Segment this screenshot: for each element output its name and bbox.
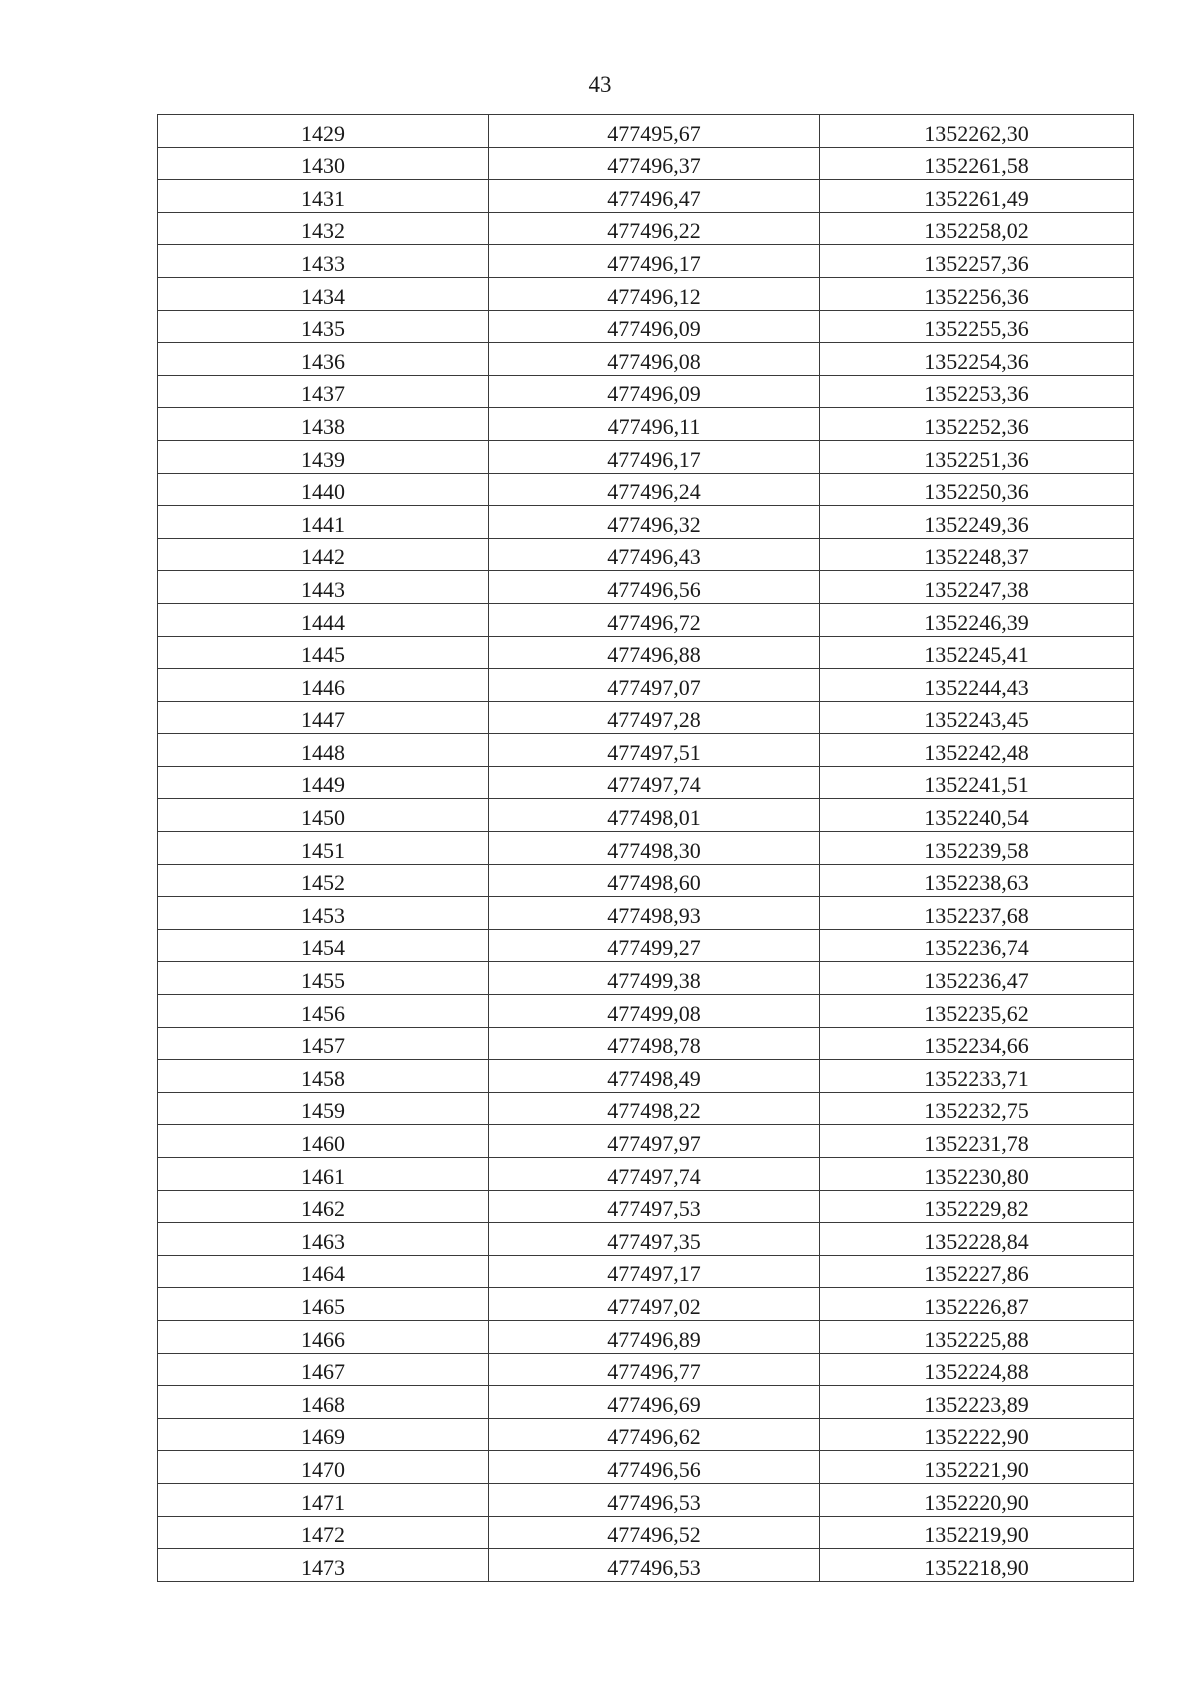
point-number-cell: 1470 — [158, 1451, 489, 1484]
y-coordinate-cell: 1352240,54 — [820, 799, 1134, 832]
y-coordinate-cell: 1352254,36 — [820, 343, 1134, 376]
point-number-cell: 1456 — [158, 995, 489, 1028]
point-number-cell: 1464 — [158, 1255, 489, 1288]
point-number-cell: 1445 — [158, 636, 489, 669]
x-coordinate-cell: 477497,74 — [489, 766, 820, 799]
y-coordinate-cell: 1352255,36 — [820, 310, 1134, 343]
table-row — [158, 1288, 1134, 1321]
point-number-cell: 1436 — [158, 343, 489, 376]
x-coordinate-cell: 477497,53 — [489, 1190, 820, 1223]
point-number-cell: 1443 — [158, 571, 489, 604]
point-number-cell: 1430 — [158, 147, 489, 180]
point-number-cell: 1437 — [158, 375, 489, 408]
x-coordinate-cell: 477498,22 — [489, 1092, 820, 1125]
table-row — [158, 1320, 1134, 1353]
point-number-cell: 1469 — [158, 1418, 489, 1451]
x-coordinate-cell: 477496,09 — [489, 310, 820, 343]
table-row — [158, 1027, 1134, 1060]
table-row — [158, 832, 1134, 865]
point-number-cell: 1433 — [158, 245, 489, 278]
y-coordinate-cell: 1352229,82 — [820, 1190, 1134, 1223]
x-coordinate-cell: 477499,08 — [489, 995, 820, 1028]
x-coordinate-cell: 477498,93 — [489, 897, 820, 930]
point-number-cell: 1454 — [158, 929, 489, 962]
x-coordinate-cell: 477496,43 — [489, 538, 820, 571]
table-row — [158, 1386, 1134, 1419]
y-coordinate-cell: 1352241,51 — [820, 766, 1134, 799]
table-row — [158, 897, 1134, 930]
x-coordinate-cell: 477496,53 — [489, 1483, 820, 1516]
table-row — [158, 995, 1134, 1028]
y-coordinate-cell: 1352219,90 — [820, 1516, 1134, 1549]
point-number-cell: 1429 — [158, 115, 489, 148]
x-coordinate-cell: 477496,08 — [489, 343, 820, 376]
x-coordinate-cell: 477496,62 — [489, 1418, 820, 1451]
y-coordinate-cell: 1352258,02 — [820, 212, 1134, 245]
y-coordinate-cell: 1352222,90 — [820, 1418, 1134, 1451]
point-number-cell: 1439 — [158, 440, 489, 473]
y-coordinate-cell: 1352253,36 — [820, 375, 1134, 408]
coordinates-table-body — [158, 115, 1134, 1582]
x-coordinate-cell: 477498,78 — [489, 1027, 820, 1060]
y-coordinate-cell: 1352231,78 — [820, 1125, 1134, 1158]
x-coordinate-cell: 477496,47 — [489, 180, 820, 213]
point-number-cell: 1442 — [158, 538, 489, 571]
table-row — [158, 147, 1134, 180]
table-row — [158, 1549, 1134, 1582]
point-number-cell: 1444 — [158, 603, 489, 636]
point-number-cell: 1465 — [158, 1288, 489, 1321]
y-coordinate-cell: 1352232,75 — [820, 1092, 1134, 1125]
x-coordinate-cell: 477497,02 — [489, 1288, 820, 1321]
x-coordinate-cell: 477497,35 — [489, 1223, 820, 1256]
point-number-cell: 1452 — [158, 864, 489, 897]
x-coordinate-cell: 477496,52 — [489, 1516, 820, 1549]
table-row — [158, 636, 1134, 669]
y-coordinate-cell: 1352218,90 — [820, 1549, 1134, 1582]
point-number-cell: 1432 — [158, 212, 489, 245]
table-row — [158, 245, 1134, 278]
table-row — [158, 538, 1134, 571]
coordinates-table — [157, 114, 1134, 1582]
point-number-cell: 1461 — [158, 1158, 489, 1191]
x-coordinate-cell: 477497,07 — [489, 669, 820, 702]
x-coordinate-cell: 477496,72 — [489, 603, 820, 636]
table-row — [158, 1451, 1134, 1484]
x-coordinate-cell: 477496,56 — [489, 1451, 820, 1484]
y-coordinate-cell: 1352239,58 — [820, 832, 1134, 865]
point-number-cell: 1448 — [158, 734, 489, 767]
y-coordinate-cell: 1352256,36 — [820, 277, 1134, 310]
y-coordinate-cell: 1352261,49 — [820, 180, 1134, 213]
table-row — [158, 1223, 1134, 1256]
point-number-cell: 1441 — [158, 506, 489, 539]
x-coordinate-cell: 477498,49 — [489, 1060, 820, 1093]
y-coordinate-cell: 1352221,90 — [820, 1451, 1134, 1484]
x-coordinate-cell: 477496,89 — [489, 1320, 820, 1353]
point-number-cell: 1435 — [158, 310, 489, 343]
y-coordinate-cell: 1352227,86 — [820, 1255, 1134, 1288]
table-row — [158, 1483, 1134, 1516]
x-coordinate-cell: 477496,69 — [489, 1386, 820, 1419]
page-number: 43 — [588, 72, 612, 97]
x-coordinate-cell: 477496,22 — [489, 212, 820, 245]
point-number-cell: 1466 — [158, 1320, 489, 1353]
y-coordinate-cell: 1352238,63 — [820, 864, 1134, 897]
point-number-cell: 1451 — [158, 832, 489, 865]
table-row — [158, 1190, 1134, 1223]
table-row — [158, 1060, 1134, 1093]
point-number-cell: 1459 — [158, 1092, 489, 1125]
x-coordinate-cell: 477496,24 — [489, 473, 820, 506]
y-coordinate-cell: 1352247,38 — [820, 571, 1134, 604]
x-coordinate-cell: 477496,77 — [489, 1353, 820, 1386]
x-coordinate-cell: 477496,37 — [489, 147, 820, 180]
x-coordinate-cell: 477496,88 — [489, 636, 820, 669]
table-row — [158, 766, 1134, 799]
table-row — [158, 310, 1134, 343]
point-number-cell: 1467 — [158, 1353, 489, 1386]
x-coordinate-cell: 477495,67 — [489, 115, 820, 148]
point-number-cell: 1447 — [158, 701, 489, 734]
table-row — [158, 603, 1134, 636]
point-number-cell: 1434 — [158, 277, 489, 310]
y-coordinate-cell: 1352249,36 — [820, 506, 1134, 539]
y-coordinate-cell: 1352236,47 — [820, 962, 1134, 995]
table-row — [158, 571, 1134, 604]
x-coordinate-cell: 477499,38 — [489, 962, 820, 995]
table-row — [158, 1092, 1134, 1125]
y-coordinate-cell: 1352220,90 — [820, 1483, 1134, 1516]
y-coordinate-cell: 1352252,36 — [820, 408, 1134, 441]
table-row — [158, 212, 1134, 245]
table-row — [158, 277, 1134, 310]
x-coordinate-cell: 477496,53 — [489, 1549, 820, 1582]
table-row — [158, 375, 1134, 408]
table-row — [158, 1418, 1134, 1451]
x-coordinate-cell: 477498,01 — [489, 799, 820, 832]
y-coordinate-cell: 1352262,30 — [820, 115, 1134, 148]
y-coordinate-cell: 1352237,68 — [820, 897, 1134, 930]
point-number-cell: 1440 — [158, 473, 489, 506]
table-row — [158, 408, 1134, 441]
table-row — [158, 669, 1134, 702]
x-coordinate-cell: 477497,97 — [489, 1125, 820, 1158]
y-coordinate-cell: 1352251,36 — [820, 440, 1134, 473]
y-coordinate-cell: 1352248,37 — [820, 538, 1134, 571]
table-row — [158, 506, 1134, 539]
table-row — [158, 343, 1134, 376]
table-row — [158, 799, 1134, 832]
table-row — [158, 864, 1134, 897]
table-row — [158, 1158, 1134, 1191]
y-coordinate-cell: 1352244,43 — [820, 669, 1134, 702]
x-coordinate-cell: 477496,32 — [489, 506, 820, 539]
table-row — [158, 929, 1134, 962]
y-coordinate-cell: 1352242,48 — [820, 734, 1134, 767]
y-coordinate-cell: 1352246,39 — [820, 603, 1134, 636]
point-number-cell: 1431 — [158, 180, 489, 213]
table-row — [158, 180, 1134, 213]
x-coordinate-cell: 477496,11 — [489, 408, 820, 441]
point-number-cell: 1438 — [158, 408, 489, 441]
y-coordinate-cell: 1352233,71 — [820, 1060, 1134, 1093]
y-coordinate-cell: 1352257,36 — [820, 245, 1134, 278]
x-coordinate-cell: 477499,27 — [489, 929, 820, 962]
x-coordinate-cell: 477496,56 — [489, 571, 820, 604]
y-coordinate-cell: 1352261,58 — [820, 147, 1134, 180]
y-coordinate-cell: 1352230,80 — [820, 1158, 1134, 1191]
x-coordinate-cell: 477497,28 — [489, 701, 820, 734]
point-number-cell: 1473 — [158, 1549, 489, 1582]
x-coordinate-cell: 477498,30 — [489, 832, 820, 865]
point-number-cell: 1462 — [158, 1190, 489, 1223]
y-coordinate-cell: 1352223,89 — [820, 1386, 1134, 1419]
point-number-cell: 1446 — [158, 669, 489, 702]
table-row — [158, 734, 1134, 767]
x-coordinate-cell: 477496,17 — [489, 440, 820, 473]
y-coordinate-cell: 1352225,88 — [820, 1320, 1134, 1353]
point-number-cell: 1472 — [158, 1516, 489, 1549]
table-row — [158, 1125, 1134, 1158]
point-number-cell: 1458 — [158, 1060, 489, 1093]
y-coordinate-cell: 1352236,74 — [820, 929, 1134, 962]
y-coordinate-cell: 1352228,84 — [820, 1223, 1134, 1256]
point-number-cell: 1457 — [158, 1027, 489, 1060]
table-row — [158, 473, 1134, 506]
y-coordinate-cell: 1352235,62 — [820, 995, 1134, 1028]
x-coordinate-cell: 477497,74 — [489, 1158, 820, 1191]
point-number-cell: 1463 — [158, 1223, 489, 1256]
table-row — [158, 1516, 1134, 1549]
table-row — [158, 115, 1134, 148]
x-coordinate-cell: 477497,17 — [489, 1255, 820, 1288]
point-number-cell: 1460 — [158, 1125, 489, 1158]
table-row — [158, 1353, 1134, 1386]
x-coordinate-cell: 477496,17 — [489, 245, 820, 278]
table-row — [158, 962, 1134, 995]
point-number-cell: 1471 — [158, 1483, 489, 1516]
y-coordinate-cell: 1352226,87 — [820, 1288, 1134, 1321]
y-coordinate-cell: 1352243,45 — [820, 701, 1134, 734]
y-coordinate-cell: 1352224,88 — [820, 1353, 1134, 1386]
x-coordinate-cell: 477496,12 — [489, 277, 820, 310]
y-coordinate-cell: 1352250,36 — [820, 473, 1134, 506]
y-coordinate-cell: 1352245,41 — [820, 636, 1134, 669]
point-number-cell: 1468 — [158, 1386, 489, 1419]
table-row — [158, 440, 1134, 473]
table-row — [158, 1255, 1134, 1288]
x-coordinate-cell: 477497,51 — [489, 734, 820, 767]
x-coordinate-cell: 477498,60 — [489, 864, 820, 897]
x-coordinate-cell: 477496,09 — [489, 375, 820, 408]
point-number-cell: 1455 — [158, 962, 489, 995]
point-number-cell: 1450 — [158, 799, 489, 832]
point-number-cell: 1453 — [158, 897, 489, 930]
y-coordinate-cell: 1352234,66 — [820, 1027, 1134, 1060]
point-number-cell: 1449 — [158, 766, 489, 799]
table-row — [158, 701, 1134, 734]
